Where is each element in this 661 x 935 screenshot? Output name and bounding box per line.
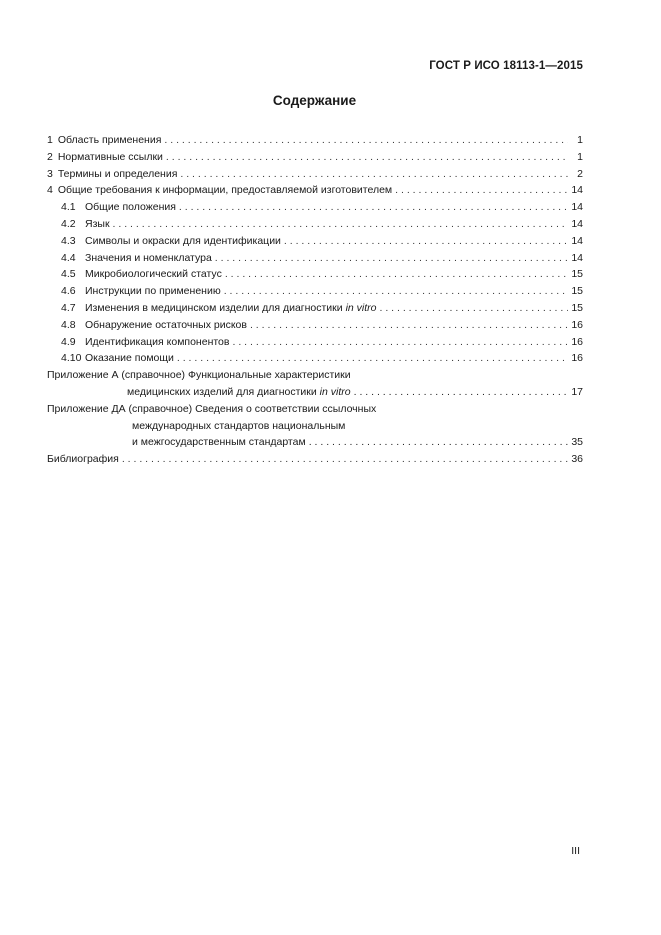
dot-leader (113, 218, 568, 230)
toc-entry-label: Оказание помощи (85, 352, 174, 365)
toc-entry-page: 2 (577, 167, 583, 180)
toc-appendix-da[interactable] (47, 403, 583, 453)
toc-entry-number: 4 (47, 184, 53, 197)
toc-entry-label: Общие положения (85, 201, 176, 214)
appendix-a-label-text: медицинских изделий для диагностики (127, 385, 320, 398)
toc-entry-4-5[interactable] (47, 268, 583, 285)
toc-entry-label: Термины и определения (57, 167, 178, 180)
toc-entry-page: 16 (571, 318, 583, 331)
toc-entry-page: 1 (577, 150, 583, 163)
toc-entry-1[interactable] (47, 134, 583, 151)
toc-entry-4[interactable] (47, 184, 583, 201)
toc-entry-4-6[interactable] (47, 285, 583, 302)
toc-entry-2[interactable] (47, 151, 583, 168)
toc-entry-page: 1 (577, 134, 583, 146)
toc-entry-label: Общие требования к информации, предоставляемой изготовителем (57, 184, 393, 197)
toc-entry-number: 4.7 (61, 301, 76, 314)
toc-entry-label: Инструкции по применению (85, 285, 221, 298)
table-of-contents (47, 134, 583, 470)
dot-leader (309, 436, 569, 448)
toc-entry-page: 15 (571, 301, 583, 314)
dot-leader (354, 386, 569, 398)
toc-entry-label: Идентификация компонентов (85, 335, 230, 348)
toc-entry-label: Значения и номенклатура (85, 251, 212, 264)
dot-leader (380, 302, 569, 314)
toc-entry-page: 16 (571, 335, 583, 348)
dot-leader (166, 151, 568, 163)
toc-entry-4-4[interactable] (47, 252, 583, 269)
toc-entry-number: 2 (47, 150, 53, 163)
dot-leader (225, 268, 568, 280)
toc-entry-number: 4.5 (61, 268, 76, 281)
toc-entry-number: 3 (47, 167, 53, 180)
toc-entry-4-9[interactable] (47, 336, 583, 353)
appendix-a-title: Приложение А (справочное) Функциональные характеристики (47, 369, 351, 382)
appendix-da-page: 35 (571, 436, 583, 449)
toc-entry-number: 4.9 (61, 335, 76, 348)
toc-entry-number: 4.1 (61, 201, 76, 214)
dot-leader (164, 134, 568, 146)
dot-leader (179, 201, 568, 213)
toc-entry-4-3[interactable] (47, 235, 583, 252)
toc-entry-number: 4.6 (61, 285, 76, 298)
appendix-da-continuation (47, 436, 583, 453)
toc-entry-label: Библиография (47, 453, 119, 466)
toc-entry-4-1[interactable] (47, 201, 583, 218)
toc-entry-3[interactable] (47, 168, 583, 185)
toc-entry-number: 4.8 (61, 318, 76, 331)
toc-entry-label (85, 302, 377, 314)
standard-code: ГОСТ Р ИСО 18113-1—2015 (429, 60, 583, 72)
appendix-da-title: Приложение ДА (справочное) Сведения о соответствии ссылочных (47, 402, 377, 415)
toc-entry-label-text: Изменения в медицинском изделии для диагностики (85, 301, 346, 314)
toc-entry-page: 15 (571, 268, 583, 281)
toc-entry-label: Обнаружение остаточных рисков (85, 318, 247, 331)
toc-entry-label: Язык (85, 217, 110, 230)
toc-entry-label: Символы и окраски для идентификации (85, 234, 281, 247)
toc-entry-number: 4.2 (61, 217, 76, 230)
toc-entry-bibliography[interactable] (47, 453, 583, 470)
dot-leader (224, 285, 568, 297)
toc-entry-label: Область применения (57, 134, 162, 146)
toc-entry-number: 4.3 (61, 234, 76, 247)
toc-appendix-a[interactable] (47, 369, 583, 403)
toc-entry-label: Нормативные ссылки (57, 150, 163, 163)
toc-entry-4-7[interactable] (47, 302, 583, 319)
appendix-da-line2: международных стандартов национальным (132, 419, 346, 432)
dot-leader (180, 168, 568, 180)
toc-entry-page: 14 (571, 251, 583, 264)
appendix-da-label: и межгосударственным стандартам (132, 436, 306, 449)
appendix-a-label (127, 386, 351, 398)
page-number: III (571, 845, 580, 857)
toc-entry-number: 1 (47, 134, 53, 146)
toc-entry-4-2[interactable] (47, 218, 583, 235)
toc-entry-label-italic: in vitro (345, 301, 377, 314)
toc-entry-page: 16 (571, 352, 583, 365)
toc-entry-page: 36 (571, 453, 583, 466)
toc-entry-number: 4.4 (61, 251, 76, 264)
dot-leader (284, 235, 568, 247)
toc-entry-page: 14 (571, 217, 583, 230)
toc-entry-4-10[interactable] (47, 352, 583, 369)
dot-leader (215, 252, 568, 264)
toc-entry-4-8[interactable] (47, 319, 583, 336)
toc-entry-page: 15 (571, 285, 583, 298)
appendix-a-page: 17 (571, 385, 583, 398)
toc-title: Содержание (272, 93, 357, 108)
toc-entry-page: 14 (571, 234, 583, 247)
dot-leader (395, 184, 568, 196)
dot-leader (232, 336, 568, 348)
dot-leader (122, 453, 568, 465)
toc-entry-page: 14 (571, 201, 583, 214)
appendix-a-continuation (47, 386, 583, 403)
dot-leader (177, 352, 568, 364)
toc-entry-number: 4.10 (61, 352, 82, 365)
dot-leader (250, 319, 568, 331)
toc-entry-label: Микробиологический статус (85, 268, 222, 281)
appendix-a-label-italic: in vitro (319, 385, 351, 398)
toc-entry-page: 14 (571, 184, 583, 197)
